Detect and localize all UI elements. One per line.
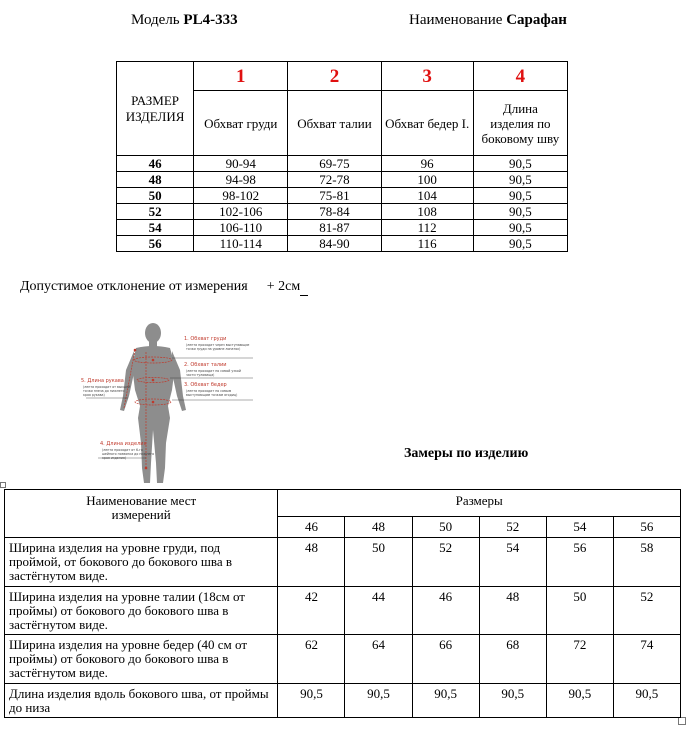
figure-note-hips: (лента проходит по самым выступающим точкам ягодиц) xyxy=(186,389,238,397)
measure-row xyxy=(5,587,681,635)
measure-name: Ширина изделия на уровне груди, под проймой, от бокового до бокового шва в застёгнутом виде. xyxy=(5,538,278,587)
measure-value: 56 xyxy=(546,538,613,587)
plus-minus-underline xyxy=(300,295,308,296)
col-number: 2 xyxy=(288,62,381,91)
name-value: Сарафан xyxy=(506,12,567,28)
col-label xyxy=(194,91,288,156)
tolerance-text: Допустимое отклонение от измерения xyxy=(20,279,248,294)
value-cell: 96 xyxy=(381,156,473,172)
col-number: 4 xyxy=(473,62,567,91)
sizes-header: Размеры xyxy=(278,490,681,517)
measure-value: 52 xyxy=(412,538,479,587)
value-cell: 98-102 xyxy=(194,188,288,204)
name-heading xyxy=(409,12,567,29)
figure-label-sleeve: 5. Длина рукава xyxy=(81,378,124,384)
measure-value: 64 xyxy=(345,635,412,684)
measure-value: 72 xyxy=(546,635,613,684)
measure-value: 44 xyxy=(345,587,412,635)
value-cell: 102-106 xyxy=(194,204,288,220)
measure-table xyxy=(4,489,681,718)
value-cell: 108 xyxy=(381,204,473,220)
value-cell: 90,5 xyxy=(473,156,567,172)
figure-note-chest: (лента проходит через выступающие точки груди на уровне лопаток) xyxy=(186,343,250,351)
measure-value: 50 xyxy=(546,587,613,635)
value-cell: 81-87 xyxy=(288,220,381,236)
measure-value: 50 xyxy=(345,538,412,587)
measure-row xyxy=(5,538,681,587)
measure-name: Ширина изделия на уровне талии (18см от проймы) от бокового до бокового шва в застёгнутом виде. xyxy=(5,587,278,635)
value-cell: 116 xyxy=(381,236,473,252)
value-cell: 72-78 xyxy=(288,172,381,188)
model-label: Модель xyxy=(131,12,180,28)
value-cell: 78-84 xyxy=(288,204,381,220)
col-label-text: Обхват бедер I. xyxy=(385,115,470,131)
place-header: Наименование мест измерений xyxy=(5,490,278,538)
measure-value: 90,5 xyxy=(613,684,680,718)
col-label xyxy=(288,91,381,156)
size-col: 56 xyxy=(613,517,680,538)
measure-header-row xyxy=(5,490,681,517)
table-anchor-icon xyxy=(0,482,6,488)
figure-label-waist: 2. Обхват талии xyxy=(184,362,227,368)
name-label: Наименование xyxy=(409,12,503,28)
size-row xyxy=(117,204,568,220)
measure-value: 58 xyxy=(613,538,680,587)
value-cell: 94-98 xyxy=(194,172,288,188)
size-col: 50 xyxy=(412,517,479,538)
size-header: РАЗМЕР ИЗДЕЛИЯ xyxy=(117,62,194,156)
col-label-text: Длина изделия по боковому шву xyxy=(481,100,560,146)
value-cell: 69-75 xyxy=(288,156,381,172)
table-resize-icon xyxy=(678,717,686,725)
size-table xyxy=(116,61,568,252)
value-cell: 100 xyxy=(381,172,473,188)
value-cell: 104 xyxy=(381,188,473,204)
tolerance-line xyxy=(20,279,300,295)
size-cell: 52 xyxy=(117,204,194,220)
measurements-title: Замеры по изделию xyxy=(404,446,529,461)
size-cell: 46 xyxy=(117,156,194,172)
figure-note-waist: (лента проходит по самой узкой части туловища) xyxy=(186,369,241,377)
value-cell: 75-81 xyxy=(288,188,381,204)
value-cell: 106-110 xyxy=(194,220,288,236)
figure-label-length: 4. Длина изделия xyxy=(100,441,147,447)
measure-value: 66 xyxy=(412,635,479,684)
measure-value: 46 xyxy=(412,587,479,635)
size-cell: 56 xyxy=(117,236,194,252)
size-col: 48 xyxy=(345,517,412,538)
col-label-text: Обхват талии xyxy=(297,115,372,131)
col-label xyxy=(473,91,567,156)
size-row xyxy=(117,236,568,252)
col-label-text: Обхват груди xyxy=(204,115,278,131)
figure-label-hips: 3. Обхват бедер xyxy=(184,382,227,388)
size-table-number-row xyxy=(117,62,568,91)
value-cell: 110-114 xyxy=(194,236,288,252)
value-cell: 90,5 xyxy=(473,236,567,252)
model-heading xyxy=(131,12,238,29)
model-value: PL4-333 xyxy=(183,12,238,28)
measurement-figure xyxy=(78,318,268,488)
measure-value: 90,5 xyxy=(546,684,613,718)
measure-value: 68 xyxy=(479,635,546,684)
size-row xyxy=(117,172,568,188)
size-row xyxy=(117,188,568,204)
col-number: 1 xyxy=(194,62,288,91)
size-cell: 48 xyxy=(117,172,194,188)
tolerance-value: + 2см xyxy=(266,279,301,294)
measure-value: 90,5 xyxy=(412,684,479,718)
measure-value: 74 xyxy=(613,635,680,684)
col-number: 3 xyxy=(381,62,473,91)
measure-row xyxy=(5,684,681,718)
value-cell: 90-94 xyxy=(194,156,288,172)
measure-value: 90,5 xyxy=(345,684,412,718)
value-cell: 90,5 xyxy=(473,172,567,188)
size-cell: 54 xyxy=(117,220,194,236)
value-cell: 90,5 xyxy=(473,188,567,204)
measure-name: Длина изделия вдоль бокового шва, от проймы до низа xyxy=(5,684,278,718)
figure-note-sleeve: (лента проходит от высшей точки плеча до нижнего края рукава) xyxy=(83,385,131,397)
size-col: 46 xyxy=(278,517,345,538)
col-label xyxy=(381,91,473,156)
measure-value: 90,5 xyxy=(278,684,345,718)
figure-note-length: (лента проходит от 6-го шейного позвонка до нижнего края изделия) xyxy=(102,448,155,460)
value-cell: 112 xyxy=(381,220,473,236)
measure-value: 52 xyxy=(613,587,680,635)
measure-row xyxy=(5,635,681,684)
measure-value: 54 xyxy=(479,538,546,587)
value-cell: 90,5 xyxy=(473,220,567,236)
size-cell: 50 xyxy=(117,188,194,204)
value-cell: 90,5 xyxy=(473,204,567,220)
size-row xyxy=(117,220,568,236)
measure-name: Ширина изделия на уровне бедер (40 см от проймы) от бокового до бокового шва в застёгнутом виде. xyxy=(5,635,278,684)
measure-value: 90,5 xyxy=(479,684,546,718)
measure-value: 48 xyxy=(278,538,345,587)
figure-label-chest: 1. Обхват груди xyxy=(184,336,227,342)
value-cell: 84-90 xyxy=(288,236,381,252)
measure-value: 42 xyxy=(278,587,345,635)
size-col: 54 xyxy=(546,517,613,538)
size-col: 52 xyxy=(479,517,546,538)
size-row xyxy=(117,156,568,172)
measure-value: 48 xyxy=(479,587,546,635)
measure-value: 62 xyxy=(278,635,345,684)
